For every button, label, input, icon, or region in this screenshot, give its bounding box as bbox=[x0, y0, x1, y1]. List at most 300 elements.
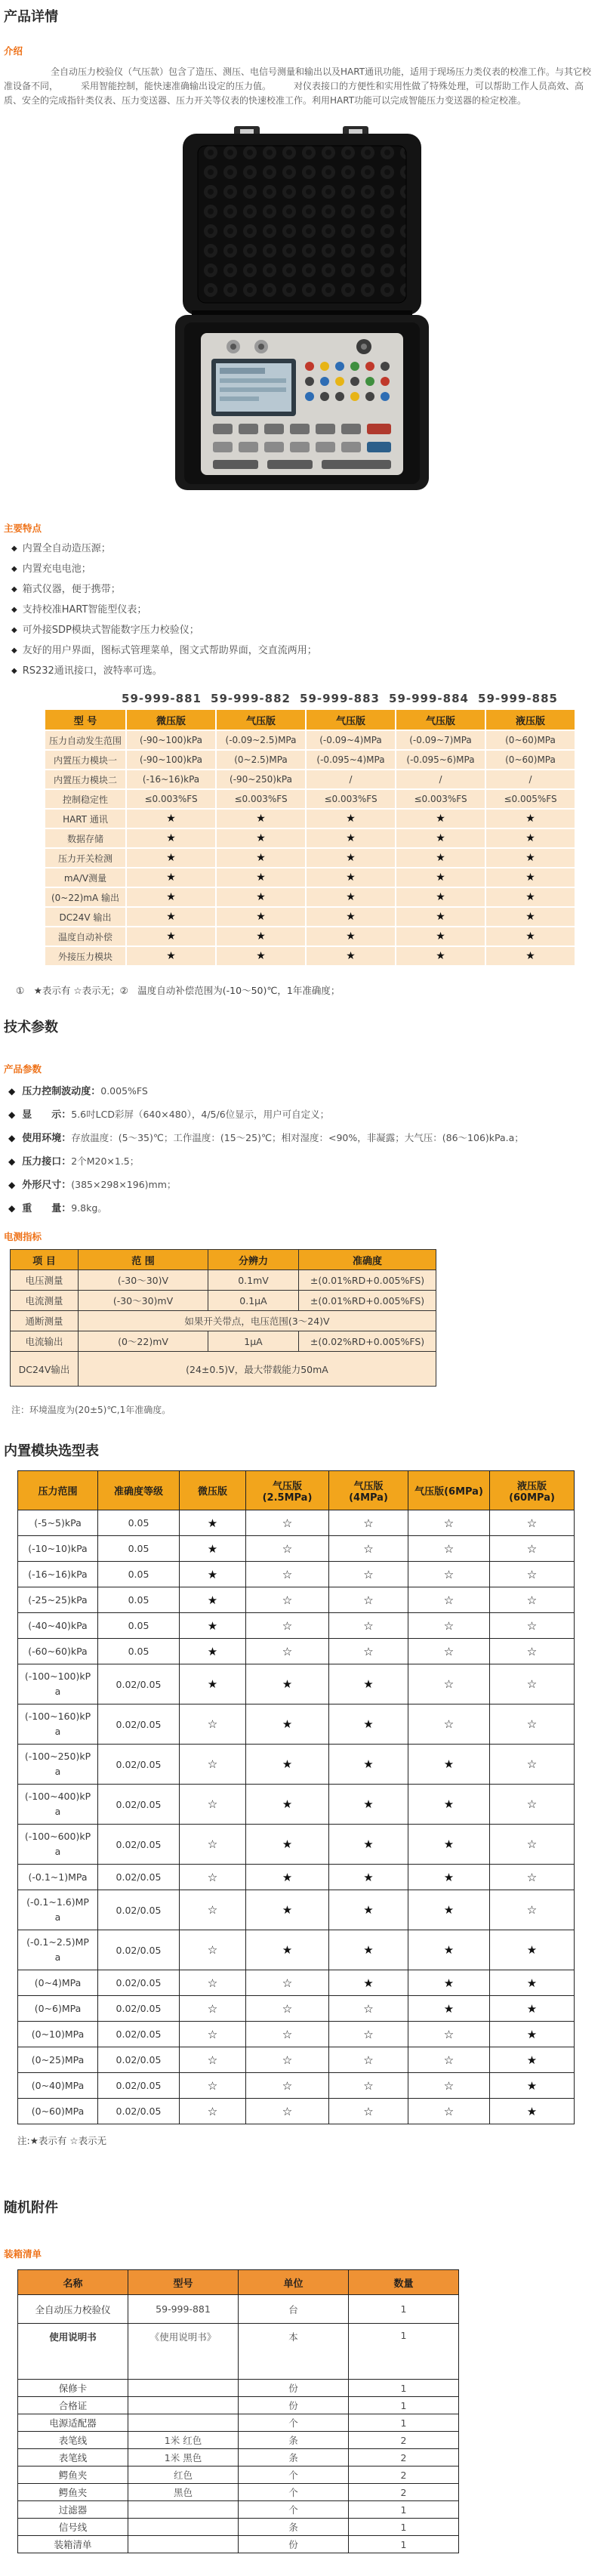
accuracy-grade-cell: 0.02/0.05 bbox=[98, 1745, 180, 1785]
table-row bbox=[45, 927, 575, 946]
diamond-bullet-icon: ◆ bbox=[11, 667, 17, 675]
table-row bbox=[18, 2047, 575, 2073]
param-item bbox=[8, 1084, 600, 1099]
star-filled-icon: ★ bbox=[408, 1996, 490, 2022]
pressure-range-cell: (-40~40)kPa bbox=[18, 1613, 98, 1639]
accuracy-grade-cell: 0.02/0.05 bbox=[98, 1930, 180, 1970]
param-item bbox=[8, 1108, 600, 1122]
packing-table-body bbox=[18, 2295, 459, 2553]
table-row bbox=[18, 2295, 459, 2324]
table-row bbox=[18, 1865, 575, 1890]
pressure-range-cell: (-0.1~2.5)MPa bbox=[18, 1930, 98, 1970]
star-hollow-icon: ☆ bbox=[490, 1865, 575, 1890]
star-hollow-icon: ☆ bbox=[246, 1562, 329, 1587]
star-filled-icon: ★ bbox=[246, 1825, 329, 1865]
star-hollow-icon: ☆ bbox=[490, 1536, 575, 1562]
table-cell: ≤0.003%FS bbox=[217, 790, 305, 808]
star-filled-icon: ★ bbox=[307, 927, 395, 946]
row-label: 通断测量 bbox=[11, 1311, 79, 1331]
product-photo-illustration bbox=[162, 123, 442, 501]
table-row bbox=[18, 2449, 459, 2466]
star-filled-icon: ★ bbox=[486, 868, 575, 887]
table-cell: 《使用说明书》 bbox=[128, 2324, 239, 2380]
star-hollow-icon: ☆ bbox=[490, 1890, 575, 1930]
table-cell: (-90~100)kPa bbox=[127, 751, 215, 769]
table-row bbox=[18, 2324, 459, 2380]
column-header: 名称 bbox=[18, 2270, 128, 2295]
star-hollow-icon: ☆ bbox=[180, 1970, 246, 1996]
item-name-cell: 表笔线 bbox=[18, 2449, 128, 2466]
row-label: DC24V输出 bbox=[11, 1352, 79, 1387]
table-cell bbox=[128, 2519, 239, 2536]
table-cell: (-0.095~4)MPa bbox=[307, 751, 395, 769]
table-cell: 59-999-881 bbox=[128, 2295, 239, 2324]
table-cell: 份 bbox=[239, 2536, 349, 2553]
pressure-range-cell: (-100~600)kPa bbox=[18, 1825, 98, 1865]
star-filled-icon: ★ bbox=[396, 810, 485, 828]
table-row bbox=[11, 1270, 436, 1291]
table-row bbox=[18, 1562, 575, 1587]
star-hollow-icon: ☆ bbox=[329, 1536, 408, 1562]
star-filled-icon: ★ bbox=[329, 1825, 408, 1865]
star-hollow-icon: ☆ bbox=[246, 2099, 329, 2124]
feature-item bbox=[11, 542, 600, 556]
item-name-cell: 信号线 bbox=[18, 2519, 128, 2536]
feature-text: 可外接SDP模块式智能数字压力校验仪； bbox=[22, 625, 199, 636]
feature-item bbox=[11, 624, 600, 637]
row-label: (0~22)mA 输出 bbox=[45, 888, 125, 906]
star-filled-icon: ★ bbox=[217, 849, 305, 867]
star-filled-icon: ★ bbox=[217, 947, 305, 965]
column-header: 液压版 (60MPa) bbox=[490, 1471, 575, 1510]
row-label: 压力开关检测 bbox=[45, 849, 125, 867]
column-header: 单位 bbox=[239, 2270, 349, 2295]
star-hollow-icon: ☆ bbox=[180, 1865, 246, 1890]
star-filled-icon: ★ bbox=[486, 947, 575, 965]
param-label: 外形尺寸： bbox=[22, 1180, 72, 1191]
diamond-bullet-icon: ◆ bbox=[8, 1156, 16, 1167]
column-header: 气压版 bbox=[307, 710, 395, 730]
module-selection-table bbox=[17, 1470, 575, 2124]
star-hollow-icon: ☆ bbox=[180, 1825, 246, 1865]
star-filled-icon: ★ bbox=[217, 810, 305, 828]
table-cell: 黑色 bbox=[128, 2484, 239, 2501]
case-lid bbox=[183, 126, 421, 315]
param-label: 显 示： bbox=[22, 1109, 72, 1121]
table-cell: ±(0.02%RD+0.005%FS) bbox=[299, 1331, 436, 1352]
star-filled-icon: ★ bbox=[490, 2073, 575, 2099]
star-hollow-icon: ☆ bbox=[246, 1587, 329, 1613]
column-header: 型号 bbox=[128, 2270, 239, 2295]
item-name-cell: 装箱清单 bbox=[18, 2536, 128, 2553]
star-filled-icon: ★ bbox=[486, 908, 575, 926]
table-cell: 个 bbox=[239, 2484, 349, 2501]
diamond-bullet-icon: ◆ bbox=[11, 565, 17, 573]
page-title: 产品详情 bbox=[4, 9, 58, 25]
star-hollow-icon: ☆ bbox=[246, 1970, 329, 1996]
table-cell: ≤0.003%FS bbox=[396, 790, 485, 808]
star-filled-icon: ★ bbox=[486, 927, 575, 946]
item-name-cell: 过滤器 bbox=[18, 2501, 128, 2519]
pressure-range-cell: (-0.1~1)MPa bbox=[18, 1865, 98, 1890]
feature-item bbox=[11, 563, 600, 576]
model-table-body bbox=[45, 731, 575, 965]
accuracy-grade-cell: 0.02/0.05 bbox=[98, 1865, 180, 1890]
column-header: 气压版(6MPa) bbox=[408, 1471, 490, 1510]
table-cell: 2 bbox=[349, 2449, 459, 2466]
accuracy-grade-cell: 0.02/0.05 bbox=[98, 1704, 180, 1745]
table-cell: (0~60)MPa bbox=[486, 731, 575, 749]
accuracy-grade-cell: 0.02/0.05 bbox=[98, 2022, 180, 2047]
table-row bbox=[11, 1311, 436, 1331]
table-row bbox=[18, 2022, 575, 2047]
column-header: 气压版 (4MPa) bbox=[329, 1471, 408, 1510]
table-cell: 1 bbox=[349, 2397, 459, 2414]
table-row bbox=[11, 1352, 436, 1387]
table-cell: 台 bbox=[239, 2295, 349, 2324]
star-hollow-icon: ☆ bbox=[180, 2073, 246, 2099]
table-row bbox=[18, 1613, 575, 1639]
table-cell: 个 bbox=[239, 2501, 349, 2519]
star-filled-icon: ★ bbox=[486, 849, 575, 867]
pressure-range-cell: (-25~25)kPa bbox=[18, 1587, 98, 1613]
star-hollow-icon: ☆ bbox=[246, 1996, 329, 2022]
item-name-cell: 电源适配器 bbox=[18, 2414, 128, 2432]
pressure-range-cell: (-5~5)kPa bbox=[18, 1510, 98, 1536]
star-filled-icon: ★ bbox=[180, 1562, 246, 1587]
accuracy-grade-cell: 0.02/0.05 bbox=[98, 2073, 180, 2099]
star-filled-icon: ★ bbox=[396, 849, 485, 867]
table-row bbox=[18, 1825, 575, 1865]
star-hollow-icon: ☆ bbox=[329, 1996, 408, 2022]
star-filled-icon: ★ bbox=[246, 1930, 329, 1970]
star-hollow-icon: ☆ bbox=[246, 1536, 329, 1562]
pressure-range-cell: (-16~16)kPa bbox=[18, 1562, 98, 1587]
column-header: 气压版 bbox=[217, 710, 305, 730]
table-cell: 条 bbox=[239, 2432, 349, 2449]
table-cell: 如果开关带点，电压范围(3～24)V bbox=[79, 1311, 436, 1331]
star-hollow-icon: ☆ bbox=[490, 1562, 575, 1587]
star-hollow-icon: ☆ bbox=[408, 1562, 490, 1587]
star-hollow-icon: ☆ bbox=[490, 1704, 575, 1745]
table-row bbox=[45, 888, 575, 906]
star-filled-icon: ★ bbox=[127, 868, 215, 887]
table-cell: 份 bbox=[239, 2397, 349, 2414]
table-row bbox=[18, 1996, 575, 2022]
table-row bbox=[18, 1510, 575, 1536]
accuracy-grade-cell: 0.02/0.05 bbox=[98, 2099, 180, 2124]
star-filled-icon: ★ bbox=[490, 2047, 575, 2073]
accuracy-grade-cell: 0.02/0.05 bbox=[98, 1664, 180, 1704]
star-hollow-icon: ☆ bbox=[180, 1704, 246, 1745]
accuracy-grade-cell: 0.02/0.05 bbox=[98, 1825, 180, 1865]
table-cell: 1 bbox=[349, 2324, 459, 2380]
param-item bbox=[8, 1131, 600, 1146]
row-label: 外接压力模块 bbox=[45, 947, 125, 965]
star-filled-icon: ★ bbox=[246, 1745, 329, 1785]
product-photo bbox=[4, 123, 600, 503]
table-cell: 1米 红色 bbox=[128, 2432, 239, 2449]
column-header: 准确度 bbox=[299, 1250, 436, 1270]
diamond-bullet-icon: ◆ bbox=[11, 626, 17, 634]
accuracy-grade-cell: 0.05 bbox=[98, 1639, 180, 1664]
star-filled-icon: ★ bbox=[408, 1785, 490, 1825]
table-cell: 条 bbox=[239, 2449, 349, 2466]
model-comparison-table bbox=[44, 708, 576, 967]
param-label: 压力控制波动度： bbox=[22, 1086, 101, 1097]
param-item bbox=[8, 1202, 600, 1216]
param-label: 重 量： bbox=[22, 1203, 72, 1214]
feature-text: 箱式仪器，便于携带； bbox=[22, 584, 121, 595]
table-row bbox=[18, 1970, 575, 1996]
table-row bbox=[18, 1890, 575, 1930]
star-hollow-icon: ☆ bbox=[180, 2022, 246, 2047]
row-label: 电流测量 bbox=[11, 1291, 79, 1311]
table-row bbox=[45, 751, 575, 769]
accuracy-grade-cell: 0.05 bbox=[98, 1562, 180, 1587]
table-cell: (-0.09~7)MPa bbox=[396, 731, 485, 749]
packing-header-row bbox=[18, 2270, 459, 2295]
lcd-screen bbox=[211, 359, 296, 416]
table-cell: 1 bbox=[349, 2414, 459, 2432]
diamond-bullet-icon: ◆ bbox=[11, 646, 17, 655]
star-hollow-icon: ☆ bbox=[408, 1587, 490, 1613]
star-hollow-icon: ☆ bbox=[408, 1639, 490, 1664]
star-filled-icon: ★ bbox=[329, 1890, 408, 1930]
star-filled-icon: ★ bbox=[180, 1639, 246, 1664]
star-filled-icon: ★ bbox=[180, 1536, 246, 1562]
star-filled-icon: ★ bbox=[329, 1664, 408, 1704]
table-row bbox=[18, 1704, 575, 1745]
star-hollow-icon: ☆ bbox=[408, 2073, 490, 2099]
star-hollow-icon: ☆ bbox=[408, 1536, 490, 1562]
row-label: HART 通讯 bbox=[45, 810, 125, 828]
case-base bbox=[175, 315, 429, 490]
pressure-range-cell: (0~10)MPa bbox=[18, 2022, 98, 2047]
accuracy-grade-cell: 0.05 bbox=[98, 1587, 180, 1613]
table-cell: ≤0.003%FS bbox=[127, 790, 215, 808]
star-filled-icon: ★ bbox=[307, 947, 395, 965]
star-hollow-icon: ☆ bbox=[180, 1785, 246, 1825]
star-hollow-icon: ☆ bbox=[408, 1664, 490, 1704]
star-filled-icon: ★ bbox=[490, 1970, 575, 1996]
row-label: 数据存储 bbox=[45, 829, 125, 847]
features-label: 主要特点 bbox=[4, 523, 42, 534]
star-hollow-icon: ☆ bbox=[180, 1745, 246, 1785]
table-cell: 2 bbox=[349, 2466, 459, 2484]
star-hollow-icon: ☆ bbox=[408, 1510, 490, 1536]
star-filled-icon: ★ bbox=[408, 1930, 490, 1970]
param-value: 0.005%FS bbox=[100, 1085, 148, 1097]
table-row bbox=[18, 2099, 575, 2124]
table-row bbox=[18, 1536, 575, 1562]
pressure-range-cell: (-60~60)kPa bbox=[18, 1639, 98, 1664]
module-table-heading: 内置模块选型表 bbox=[4, 1443, 99, 1459]
star-filled-icon: ★ bbox=[217, 829, 305, 847]
star-filled-icon: ★ bbox=[408, 1970, 490, 1996]
module-table-head bbox=[18, 1471, 575, 1510]
accuracy-grade-cell: 0.02/0.05 bbox=[98, 1785, 180, 1825]
param-value: (385×298×196)mm； bbox=[71, 1179, 177, 1190]
table-row bbox=[18, 1639, 575, 1664]
star-filled-icon: ★ bbox=[180, 1664, 246, 1704]
item-name-cell: 鳄鱼夹 bbox=[18, 2484, 128, 2501]
column-header: 压力范围 bbox=[18, 1471, 98, 1510]
star-hollow-icon: ☆ bbox=[246, 1613, 329, 1639]
diamond-bullet-icon: ◆ bbox=[8, 1203, 16, 1214]
star-hollow-icon: ☆ bbox=[408, 2099, 490, 2124]
star-hollow-icon: ☆ bbox=[408, 2047, 490, 2073]
star-hollow-icon: ☆ bbox=[490, 1639, 575, 1664]
accuracy-grade-cell: 0.05 bbox=[98, 1613, 180, 1639]
star-hollow-icon: ☆ bbox=[490, 1745, 575, 1785]
star-filled-icon: ★ bbox=[408, 1825, 490, 1865]
accuracy-grade-cell: 0.02/0.05 bbox=[98, 1890, 180, 1930]
accuracy-grade-cell: 0.05 bbox=[98, 1510, 180, 1536]
table-cell bbox=[128, 2501, 239, 2519]
diamond-bullet-icon: ◆ bbox=[11, 585, 17, 594]
diamond-bullet-icon: ◆ bbox=[8, 1133, 16, 1143]
star-filled-icon: ★ bbox=[396, 888, 485, 906]
table-row bbox=[45, 770, 575, 788]
pressure-range-cell: (0~60)MPa bbox=[18, 2099, 98, 2124]
star-hollow-icon: ☆ bbox=[246, 2073, 329, 2099]
star-hollow-icon: ☆ bbox=[246, 1510, 329, 1536]
accuracy-grade-cell: 0.02/0.05 bbox=[98, 1996, 180, 2022]
table-cell: 条 bbox=[239, 2519, 349, 2536]
table-cell: (-0.095~6)MPa bbox=[396, 751, 485, 769]
table-cell: 2 bbox=[349, 2484, 459, 2501]
product-params-label: 产品参数 bbox=[4, 1063, 42, 1075]
param-value: 存放温度：(5～35)℃；工作温度：(15～25)℃；相对湿度：<90%，非凝露；大气压：(86～106)kPa.a； bbox=[71, 1132, 524, 1143]
item-name-cell: 表笔线 bbox=[18, 2432, 128, 2449]
star-filled-icon: ★ bbox=[490, 2099, 575, 2124]
diamond-bullet-icon: ◆ bbox=[11, 606, 17, 614]
model-number: 59-999-883 bbox=[300, 692, 380, 705]
table-row bbox=[45, 790, 575, 808]
star-filled-icon: ★ bbox=[396, 868, 485, 887]
param-label: 使用环境： bbox=[22, 1133, 72, 1144]
star-filled-icon: ★ bbox=[217, 927, 305, 946]
table-cell: 个 bbox=[239, 2466, 349, 2484]
star-hollow-icon: ☆ bbox=[329, 2022, 408, 2047]
star-hollow-icon: ☆ bbox=[180, 1890, 246, 1930]
star-filled-icon: ★ bbox=[246, 1785, 329, 1825]
star-filled-icon: ★ bbox=[329, 1785, 408, 1825]
table-cell: 1 bbox=[349, 2501, 459, 2519]
model-number: 59-999-885 bbox=[478, 692, 558, 705]
star-hollow-icon: ☆ bbox=[329, 1562, 408, 1587]
table-row bbox=[18, 1664, 575, 1704]
module-header-row bbox=[18, 1471, 575, 1510]
row-label: 控制稳定性 bbox=[45, 790, 125, 808]
table-cell: 0.1mV bbox=[208, 1270, 299, 1291]
electrical-table-head bbox=[11, 1250, 436, 1270]
table-cell: (24±0.5)V，最大带载能力50mA bbox=[79, 1352, 436, 1387]
table-row bbox=[18, 2414, 459, 2432]
table-row bbox=[11, 1291, 436, 1311]
feature-item bbox=[11, 644, 600, 658]
star-hollow-icon: ☆ bbox=[329, 2099, 408, 2124]
star-filled-icon: ★ bbox=[490, 2022, 575, 2047]
table-row bbox=[18, 2466, 459, 2484]
star-hollow-icon: ☆ bbox=[408, 1613, 490, 1639]
table-row bbox=[11, 1331, 436, 1352]
column-header: 型 号 bbox=[45, 710, 125, 730]
model-number: 59-999-882 bbox=[211, 692, 291, 705]
row-label: 内置压力模块二 bbox=[45, 770, 125, 788]
table-cell: (-90~100)kPa bbox=[127, 731, 215, 749]
star-filled-icon: ★ bbox=[486, 829, 575, 847]
star-filled-icon: ★ bbox=[329, 1865, 408, 1890]
table-cell: ±(0.01%RD+0.005%FS) bbox=[299, 1291, 436, 1311]
star-filled-icon: ★ bbox=[246, 1704, 329, 1745]
row-label: mA/V测量 bbox=[45, 868, 125, 887]
star-hollow-icon: ☆ bbox=[408, 2022, 490, 2047]
table-row bbox=[18, 2501, 459, 2519]
table-cell: / bbox=[486, 770, 575, 788]
column-header: 气压版 (2.5MPa) bbox=[246, 1471, 329, 1510]
table-cell bbox=[128, 2397, 239, 2414]
star-filled-icon: ★ bbox=[217, 868, 305, 887]
feature-item bbox=[11, 583, 600, 597]
table-cell: (-30～30)V bbox=[79, 1270, 208, 1291]
pressure-range-cell: (0~4)MPa bbox=[18, 1970, 98, 1996]
star-hollow-icon: ☆ bbox=[490, 1587, 575, 1613]
item-name-cell: 合格证 bbox=[18, 2397, 128, 2414]
column-header: 范 围 bbox=[79, 1250, 208, 1270]
pressure-range-cell: (-100~100)kPa bbox=[18, 1664, 98, 1704]
model-table-header-row bbox=[45, 710, 575, 730]
star-filled-icon: ★ bbox=[217, 908, 305, 926]
table-cell: (0~2.5)MPa bbox=[217, 751, 305, 769]
star-hollow-icon: ☆ bbox=[329, 1587, 408, 1613]
table-row bbox=[18, 1745, 575, 1785]
star-hollow-icon: ☆ bbox=[246, 2022, 329, 2047]
table-cell: 2 bbox=[349, 2432, 459, 2449]
table-cell: (-30～30)mV bbox=[79, 1291, 208, 1311]
column-header: 气压版 bbox=[396, 710, 485, 730]
star-filled-icon: ★ bbox=[490, 1930, 575, 1970]
item-name-cell: 鳄鱼夹 bbox=[18, 2466, 128, 2484]
table-cell: 份 bbox=[239, 2380, 349, 2397]
table-row bbox=[45, 731, 575, 749]
table-cell bbox=[128, 2414, 239, 2432]
table-row bbox=[45, 947, 575, 965]
star-hollow-icon: ☆ bbox=[246, 1639, 329, 1664]
table-cell: (0～22)mV bbox=[79, 1331, 208, 1352]
table-row bbox=[18, 2519, 459, 2536]
module-table-note: 注:★表示有 ☆表示无 bbox=[17, 2135, 107, 2146]
star-filled-icon: ★ bbox=[127, 927, 215, 946]
table-cell: ≤0.003%FS bbox=[307, 790, 395, 808]
model-number: 59-999-881 bbox=[122, 692, 202, 705]
star-hollow-icon: ☆ bbox=[246, 2047, 329, 2073]
table-row bbox=[45, 908, 575, 926]
row-label: 压力自动发生范围 bbox=[45, 731, 125, 749]
row-label: 内置压力模块一 bbox=[45, 751, 125, 769]
pressure-range-cell: (-100~160)kPa bbox=[18, 1704, 98, 1745]
star-hollow-icon: ☆ bbox=[180, 2099, 246, 2124]
column-header: 项 目 bbox=[11, 1250, 79, 1270]
table-cell: 1 bbox=[349, 2536, 459, 2553]
table-row bbox=[18, 1785, 575, 1825]
star-hollow-icon: ☆ bbox=[329, 2073, 408, 2099]
pressure-range-cell: (0~6)MPa bbox=[18, 1996, 98, 2022]
accessories-heading: 随机附件 bbox=[4, 2200, 58, 2216]
table-cell bbox=[128, 2536, 239, 2553]
table-row bbox=[18, 2536, 459, 2553]
